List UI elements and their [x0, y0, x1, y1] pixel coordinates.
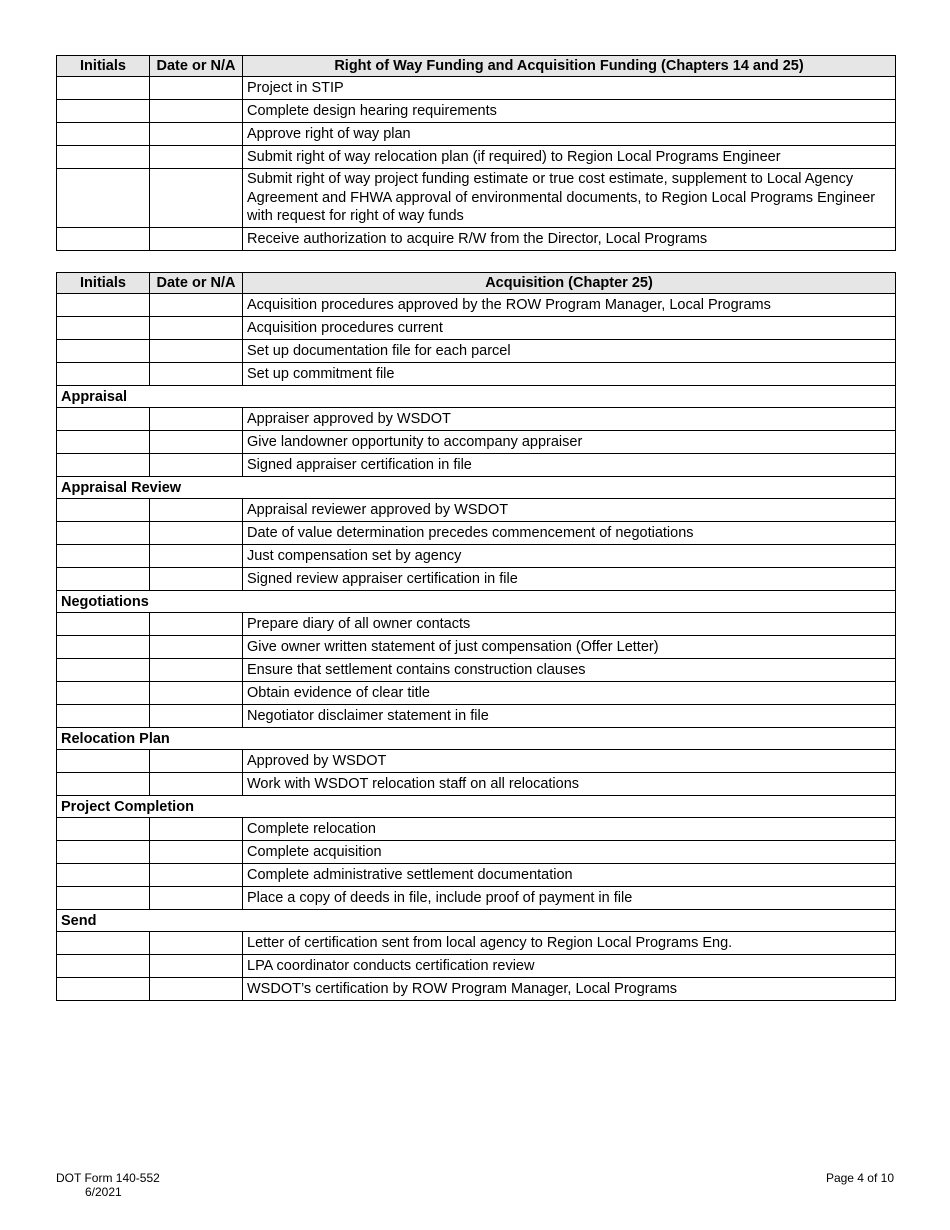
checklist-item-text: Approved by WSDOT — [243, 750, 896, 773]
table-row — [57, 705, 896, 728]
checklist-item-text: Complete design hearing requirements — [243, 100, 896, 123]
date-header: Date or N/A — [150, 56, 243, 77]
table-row — [57, 294, 896, 317]
table-row — [57, 340, 896, 363]
date-cell[interactable] — [150, 294, 243, 317]
date-cell[interactable] — [150, 682, 243, 705]
checklist-item-text: Acquisition procedures current — [243, 317, 896, 340]
date-cell[interactable] — [150, 146, 243, 169]
checklist-item-text: Negotiator disclaimer statement in file — [243, 705, 896, 728]
checklist-item-text: Project in STIP — [243, 77, 896, 100]
initials-cell[interactable] — [57, 955, 150, 978]
checklist-item-text: Give owner written statement of just compensation (Offer Letter) — [243, 636, 896, 659]
date-cell[interactable] — [150, 864, 243, 887]
date-cell[interactable] — [150, 340, 243, 363]
date-cell[interactable] — [150, 454, 243, 477]
form-footer — [56, 1171, 160, 1199]
initials-cell[interactable] — [57, 169, 150, 228]
checklist-item-text: Give landowner opportunity to accompany appraiser — [243, 431, 896, 454]
date-cell[interactable] — [150, 818, 243, 841]
date-cell[interactable] — [150, 499, 243, 522]
table-title: Acquisition (Chapter 25) — [243, 273, 896, 294]
table-header-row — [57, 273, 896, 294]
page-number: Page 4 of 10 — [825, 1171, 894, 1185]
section-heading: Relocation Plan — [57, 728, 896, 750]
table-row — [57, 100, 896, 123]
table-row — [57, 146, 896, 169]
initials-cell[interactable] — [57, 818, 150, 841]
initials-cell[interactable] — [57, 545, 150, 568]
date-cell[interactable] — [150, 408, 243, 431]
initials-cell[interactable] — [57, 363, 150, 386]
checklist-item-text: WSDOT’s certification by ROW Program Manager, Local Programs — [243, 978, 896, 1001]
checklist-item-text: Submit right of way project funding estimate or true cost estimate, supplement to Local Agency Agreement and FHWA approval of environmental documents, to Region Local Programs Engineer with request for right of way funds — [243, 169, 896, 228]
date-header: Date or N/A — [150, 273, 243, 294]
section-heading-row — [57, 386, 896, 408]
date-cell[interactable] — [150, 100, 243, 123]
date-cell[interactable] — [150, 659, 243, 682]
date-cell[interactable] — [150, 545, 243, 568]
date-cell[interactable] — [150, 841, 243, 864]
initials-cell[interactable] — [57, 659, 150, 682]
checklist-item-text: Letter of certification sent from local agency to Region Local Programs Eng. — [243, 932, 896, 955]
table-row — [57, 932, 896, 955]
initials-header: Initials — [57, 273, 150, 294]
initials-cell[interactable] — [57, 454, 150, 477]
initials-cell[interactable] — [57, 613, 150, 636]
initials-cell[interactable] — [57, 636, 150, 659]
table-row — [57, 773, 896, 796]
initials-cell[interactable] — [57, 146, 150, 169]
checklist-item-text: Just compensation set by agency — [243, 545, 896, 568]
table-row — [57, 568, 896, 591]
table-row — [57, 613, 896, 636]
initials-cell[interactable] — [57, 978, 150, 1001]
initials-cell[interactable] — [57, 522, 150, 545]
section-heading: Send — [57, 910, 896, 932]
date-cell[interactable] — [150, 750, 243, 773]
date-cell[interactable] — [150, 705, 243, 728]
section-heading-row — [57, 591, 896, 613]
date-cell[interactable] — [150, 77, 243, 100]
initials-cell[interactable] — [57, 864, 150, 887]
table-row — [57, 408, 896, 431]
checklist-item-text: Acquisition procedures approved by the ROW Program Manager, Local Programs — [243, 294, 896, 317]
checklist-item-text: Submit right of way relocation plan (if required) to Region Local Programs Engineer — [243, 146, 896, 169]
checklist-item-text: Complete relocation — [243, 818, 896, 841]
date-cell[interactable] — [150, 227, 243, 250]
section-heading-row — [57, 477, 896, 499]
table-row — [57, 77, 896, 100]
table-row — [57, 169, 896, 228]
table-row — [57, 431, 896, 454]
initials-cell[interactable] — [57, 932, 150, 955]
initials-cell[interactable] — [57, 408, 150, 431]
table-row — [57, 659, 896, 682]
checklist-item-text: Appraiser approved by WSDOT — [243, 408, 896, 431]
checklist-item-text: Receive authorization to acquire R/W from the Director, Local Programs — [243, 227, 896, 250]
checklist-item-text: Work with WSDOT relocation staff on all relocations — [243, 773, 896, 796]
table-row — [57, 363, 896, 386]
section-heading-row — [57, 796, 896, 818]
date-cell[interactable] — [150, 522, 243, 545]
date-cell[interactable] — [150, 887, 243, 910]
initials-cell[interactable] — [57, 568, 150, 591]
section-heading: Negotiations — [57, 591, 896, 613]
table-header-row — [57, 56, 896, 77]
checklist-item-text: Set up commitment file — [243, 363, 896, 386]
section-heading-row — [57, 728, 896, 750]
table-row — [57, 636, 896, 659]
checklist-item-text: Place a copy of deeds in file, include proof of payment in file — [243, 887, 896, 910]
table-row — [57, 750, 896, 773]
initials-cell[interactable] — [57, 705, 150, 728]
date-cell[interactable] — [150, 169, 243, 228]
date-cell[interactable] — [150, 123, 243, 146]
initials-cell[interactable] — [57, 431, 150, 454]
table-row — [57, 841, 896, 864]
section-heading: Appraisal Review — [57, 477, 896, 499]
date-cell[interactable] — [150, 773, 243, 796]
table-row — [57, 955, 896, 978]
checklist-item-text: Complete administrative settlement documentation — [243, 864, 896, 887]
table-row — [57, 123, 896, 146]
table-row — [57, 545, 896, 568]
acquisition-table — [56, 272, 896, 1001]
checklist-item-text: Appraisal reviewer approved by WSDOT — [243, 499, 896, 522]
initials-cell[interactable] — [57, 499, 150, 522]
date-cell[interactable] — [150, 955, 243, 978]
section-heading-row — [57, 910, 896, 932]
table-row — [57, 978, 896, 1001]
table-row — [57, 499, 896, 522]
date-cell[interactable] — [150, 431, 243, 454]
initials-cell[interactable] — [57, 773, 150, 796]
initials-cell[interactable] — [57, 750, 150, 773]
date-cell[interactable] — [150, 613, 243, 636]
checklist-item-text: Prepare diary of all owner contacts — [243, 613, 896, 636]
date-cell[interactable] — [150, 932, 243, 955]
table-title: Right of Way Funding and Acquisition Funding (Chapters 14 and 25) — [243, 56, 896, 77]
table-row — [57, 818, 896, 841]
section-heading: Project Completion — [57, 796, 896, 818]
date-cell[interactable] — [150, 363, 243, 386]
form-number: DOT Form 140-552 — [56, 1171, 160, 1185]
date-cell[interactable] — [150, 568, 243, 591]
checklist-item-text: LPA coordinator conducts certification review — [243, 955, 896, 978]
initials-cell[interactable] — [57, 294, 150, 317]
checklist-item-text: Date of value determination precedes commencement of negotiations — [243, 522, 896, 545]
initials-cell[interactable] — [57, 100, 150, 123]
table-row — [57, 317, 896, 340]
row-funding-table — [56, 55, 896, 251]
checklist-item-text: Complete acquisition — [243, 841, 896, 864]
form-revision-date: 6/2021 — [85, 1185, 122, 1199]
checklist-item-text: Signed appraiser certification in file — [243, 454, 896, 477]
initials-cell[interactable] — [57, 317, 150, 340]
table-row — [57, 682, 896, 705]
section-heading: Appraisal — [57, 386, 896, 408]
date-cell[interactable] — [150, 636, 243, 659]
table-row — [57, 227, 896, 250]
checklist-item-text: Signed review appraiser certification in file — [243, 568, 896, 591]
table-row — [57, 887, 896, 910]
table-row — [57, 522, 896, 545]
checklist-item-text: Set up documentation file for each parcel — [243, 340, 896, 363]
table-row — [57, 454, 896, 477]
checklist-item-text: Ensure that settlement contains construction clauses — [243, 659, 896, 682]
initials-cell[interactable] — [57, 682, 150, 705]
initials-cell[interactable] — [57, 887, 150, 910]
initials-cell[interactable] — [57, 227, 150, 250]
initials-cell[interactable] — [57, 340, 150, 363]
initials-cell[interactable] — [57, 77, 150, 100]
checklist-item-text: Approve right of way plan — [243, 123, 896, 146]
date-cell[interactable] — [150, 317, 243, 340]
initials-cell[interactable] — [57, 841, 150, 864]
initials-header: Initials — [57, 56, 150, 77]
date-cell[interactable] — [150, 978, 243, 1001]
table-row — [57, 864, 896, 887]
checklist-item-text: Obtain evidence of clear title — [243, 682, 896, 705]
initials-cell[interactable] — [57, 123, 150, 146]
